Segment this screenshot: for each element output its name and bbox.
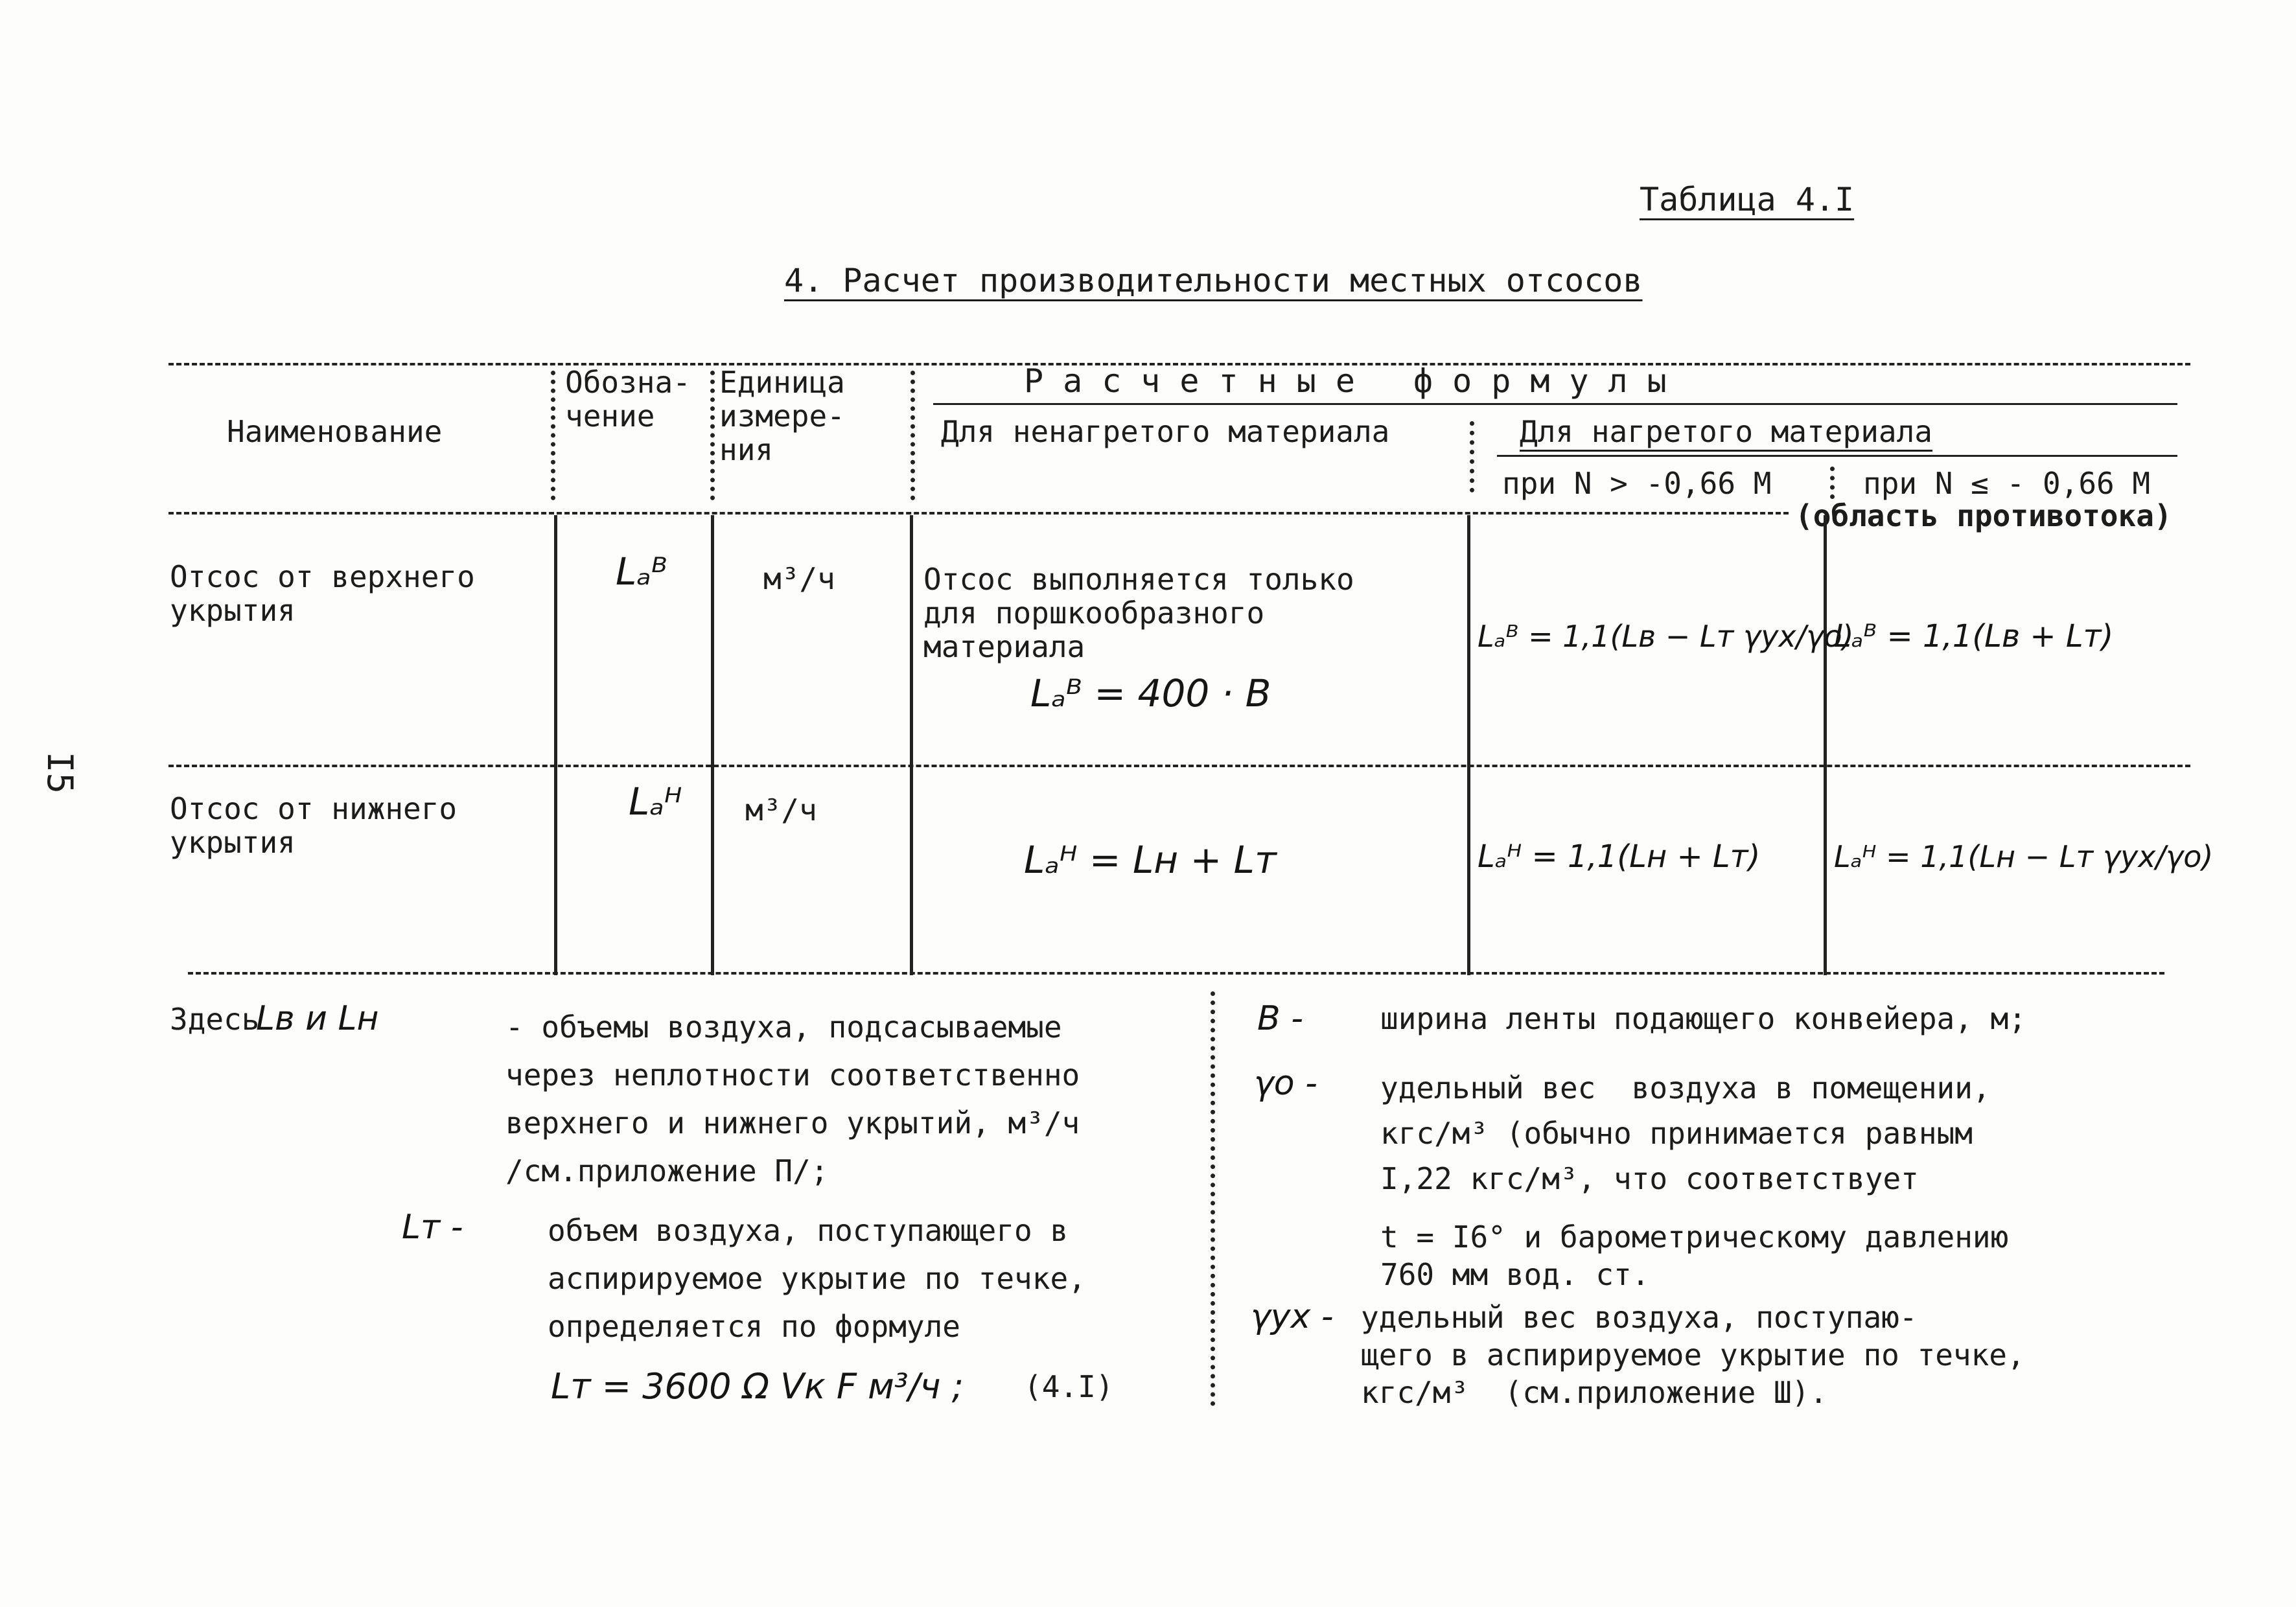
- row-1-heated-low: Lₐᴮ = 1,1(Lв + Lт): [1834, 618, 2114, 654]
- header-col-name: Наименование: [227, 414, 443, 449]
- row-2-name-2: укрытия: [170, 825, 296, 860]
- row-2-unit: м³/ч: [745, 792, 817, 827]
- row-2-name-1: Отсос от нижнего: [170, 791, 458, 826]
- row-1-unit: м³/ч: [763, 561, 835, 596]
- header-col-unit-1: Единица: [719, 365, 845, 400]
- header-formulas-title: Расчетные формулы: [1024, 362, 1686, 400]
- notes-b-text: ширина ленты подающего конвейера, м;: [1380, 1001, 2026, 1036]
- row-1-symbol: Lₐᴮ: [616, 549, 668, 594]
- body-sep-4: [1467, 515, 1470, 975]
- notes-lb-ln-text: - объемы воздуха, подсасываемые через неплотности соответственно верхнего и нижнего укрытий, м³/ч /см.приложение П/;: [505, 1010, 1080, 1188]
- notes-separator: [1211, 991, 1215, 1406]
- notes-here: Здесь: [170, 1002, 260, 1037]
- header-formulas-rule: [933, 403, 2177, 405]
- header-col-unit-2: измере-: [719, 399, 845, 434]
- page-number: I5: [40, 752, 80, 794]
- row-2-heated-high: Lₐᴴ = 1,1(Lн + Lт): [1478, 838, 1761, 875]
- notes-go-symbol: γо -: [1254, 1064, 1317, 1103]
- notes-formula-number: (4.I): [1024, 1369, 1114, 1404]
- notes-lt-symbol: Lт -: [402, 1208, 463, 1247]
- header-sep-5: [1830, 467, 1835, 499]
- header-sep-2: [710, 371, 715, 500]
- body-sep-2: [711, 515, 714, 975]
- notes-lt-text: объем воздуха, поступающего в аспирируемое укрытие по течке, определяется по формуле: [548, 1213, 1086, 1344]
- notes-go-text: удельный вес воздуха в помещении, кгс/м³ (обычно принимается равным I,22 кгс/м³, что соответствует: [1380, 1070, 1991, 1196]
- notes-lb-ln-symbol: Lв и Lн: [256, 999, 379, 1038]
- notes-gux-symbol: γух -: [1251, 1297, 1334, 1336]
- row-1-heated-high: Lₐᴮ = 1,1(Lв − Lт γух/γо): [1478, 619, 1854, 654]
- header-col-unheated: Для ненагретого материала: [941, 414, 1390, 449]
- header-sep-4: [1470, 421, 1474, 492]
- table-label: Таблица 4.I: [1640, 181, 1855, 218]
- header-heated-rule: [1497, 455, 2177, 457]
- header-sub-heated-high: при N > -0,66 M: [1502, 466, 1772, 501]
- row-1-name-2: укрытия: [170, 593, 296, 628]
- row-1-unheated-2: для поршкообразного: [923, 595, 1265, 630]
- row-1-unheated-formula: Lₐᴮ = 400 · B: [1030, 671, 1271, 715]
- row-1-name-1: Отсос от верхнего: [170, 559, 475, 594]
- row-1-unheated-3: материала: [923, 629, 1085, 664]
- header-sub-heated-low-note: (область противотока): [1795, 498, 2172, 533]
- header-sub-heated-low: при N ≤ - 0,66 M: [1863, 466, 2151, 501]
- notes-b-symbol: B -: [1257, 999, 1303, 1038]
- notes-lt-formula: Lт = 3600 Ω Vк F м³/ч ;: [551, 1366, 964, 1407]
- header-bottom-rule: [168, 512, 1789, 514]
- row-1-unheated-1: Отсос выполняется только: [923, 562, 1354, 597]
- row-2-unheated-formula: Lₐᴴ = Lн + Lт: [1024, 838, 1277, 882]
- row-2-symbol: Lₐᴴ: [629, 780, 682, 824]
- header-col-symbol-1: Обозна-: [565, 365, 691, 400]
- header-col-unit-3: ния: [719, 432, 774, 467]
- header-col-heated: Для нагретого материала: [1520, 414, 1932, 449]
- header-sep-1: [551, 371, 555, 500]
- header-col-symbol-2: чение: [565, 399, 655, 434]
- row-1-bottom-rule: [168, 765, 2190, 767]
- notes-gux-text: удельный вес воздуха, поступаю- щего в аспирируемое укрытие по течке, кгс/м³ (см.приложение Ш).: [1361, 1300, 2025, 1410]
- header-sep-3: [910, 371, 915, 500]
- notes-go-text-2: t = I6° и барометрическому давлению 760 мм вод. ст.: [1380, 1220, 2009, 1292]
- row-2-heated-low: Lₐᴴ = 1,1(Lн − Lт γух/γо): [1834, 839, 2214, 874]
- body-sep-3: [910, 515, 913, 975]
- section-title: 4. Расчет производительности местных отсосов: [784, 262, 1643, 299]
- table-bottom-rule: [188, 972, 2164, 975]
- body-sep-5: [1824, 515, 1827, 975]
- body-sep-1: [554, 515, 557, 975]
